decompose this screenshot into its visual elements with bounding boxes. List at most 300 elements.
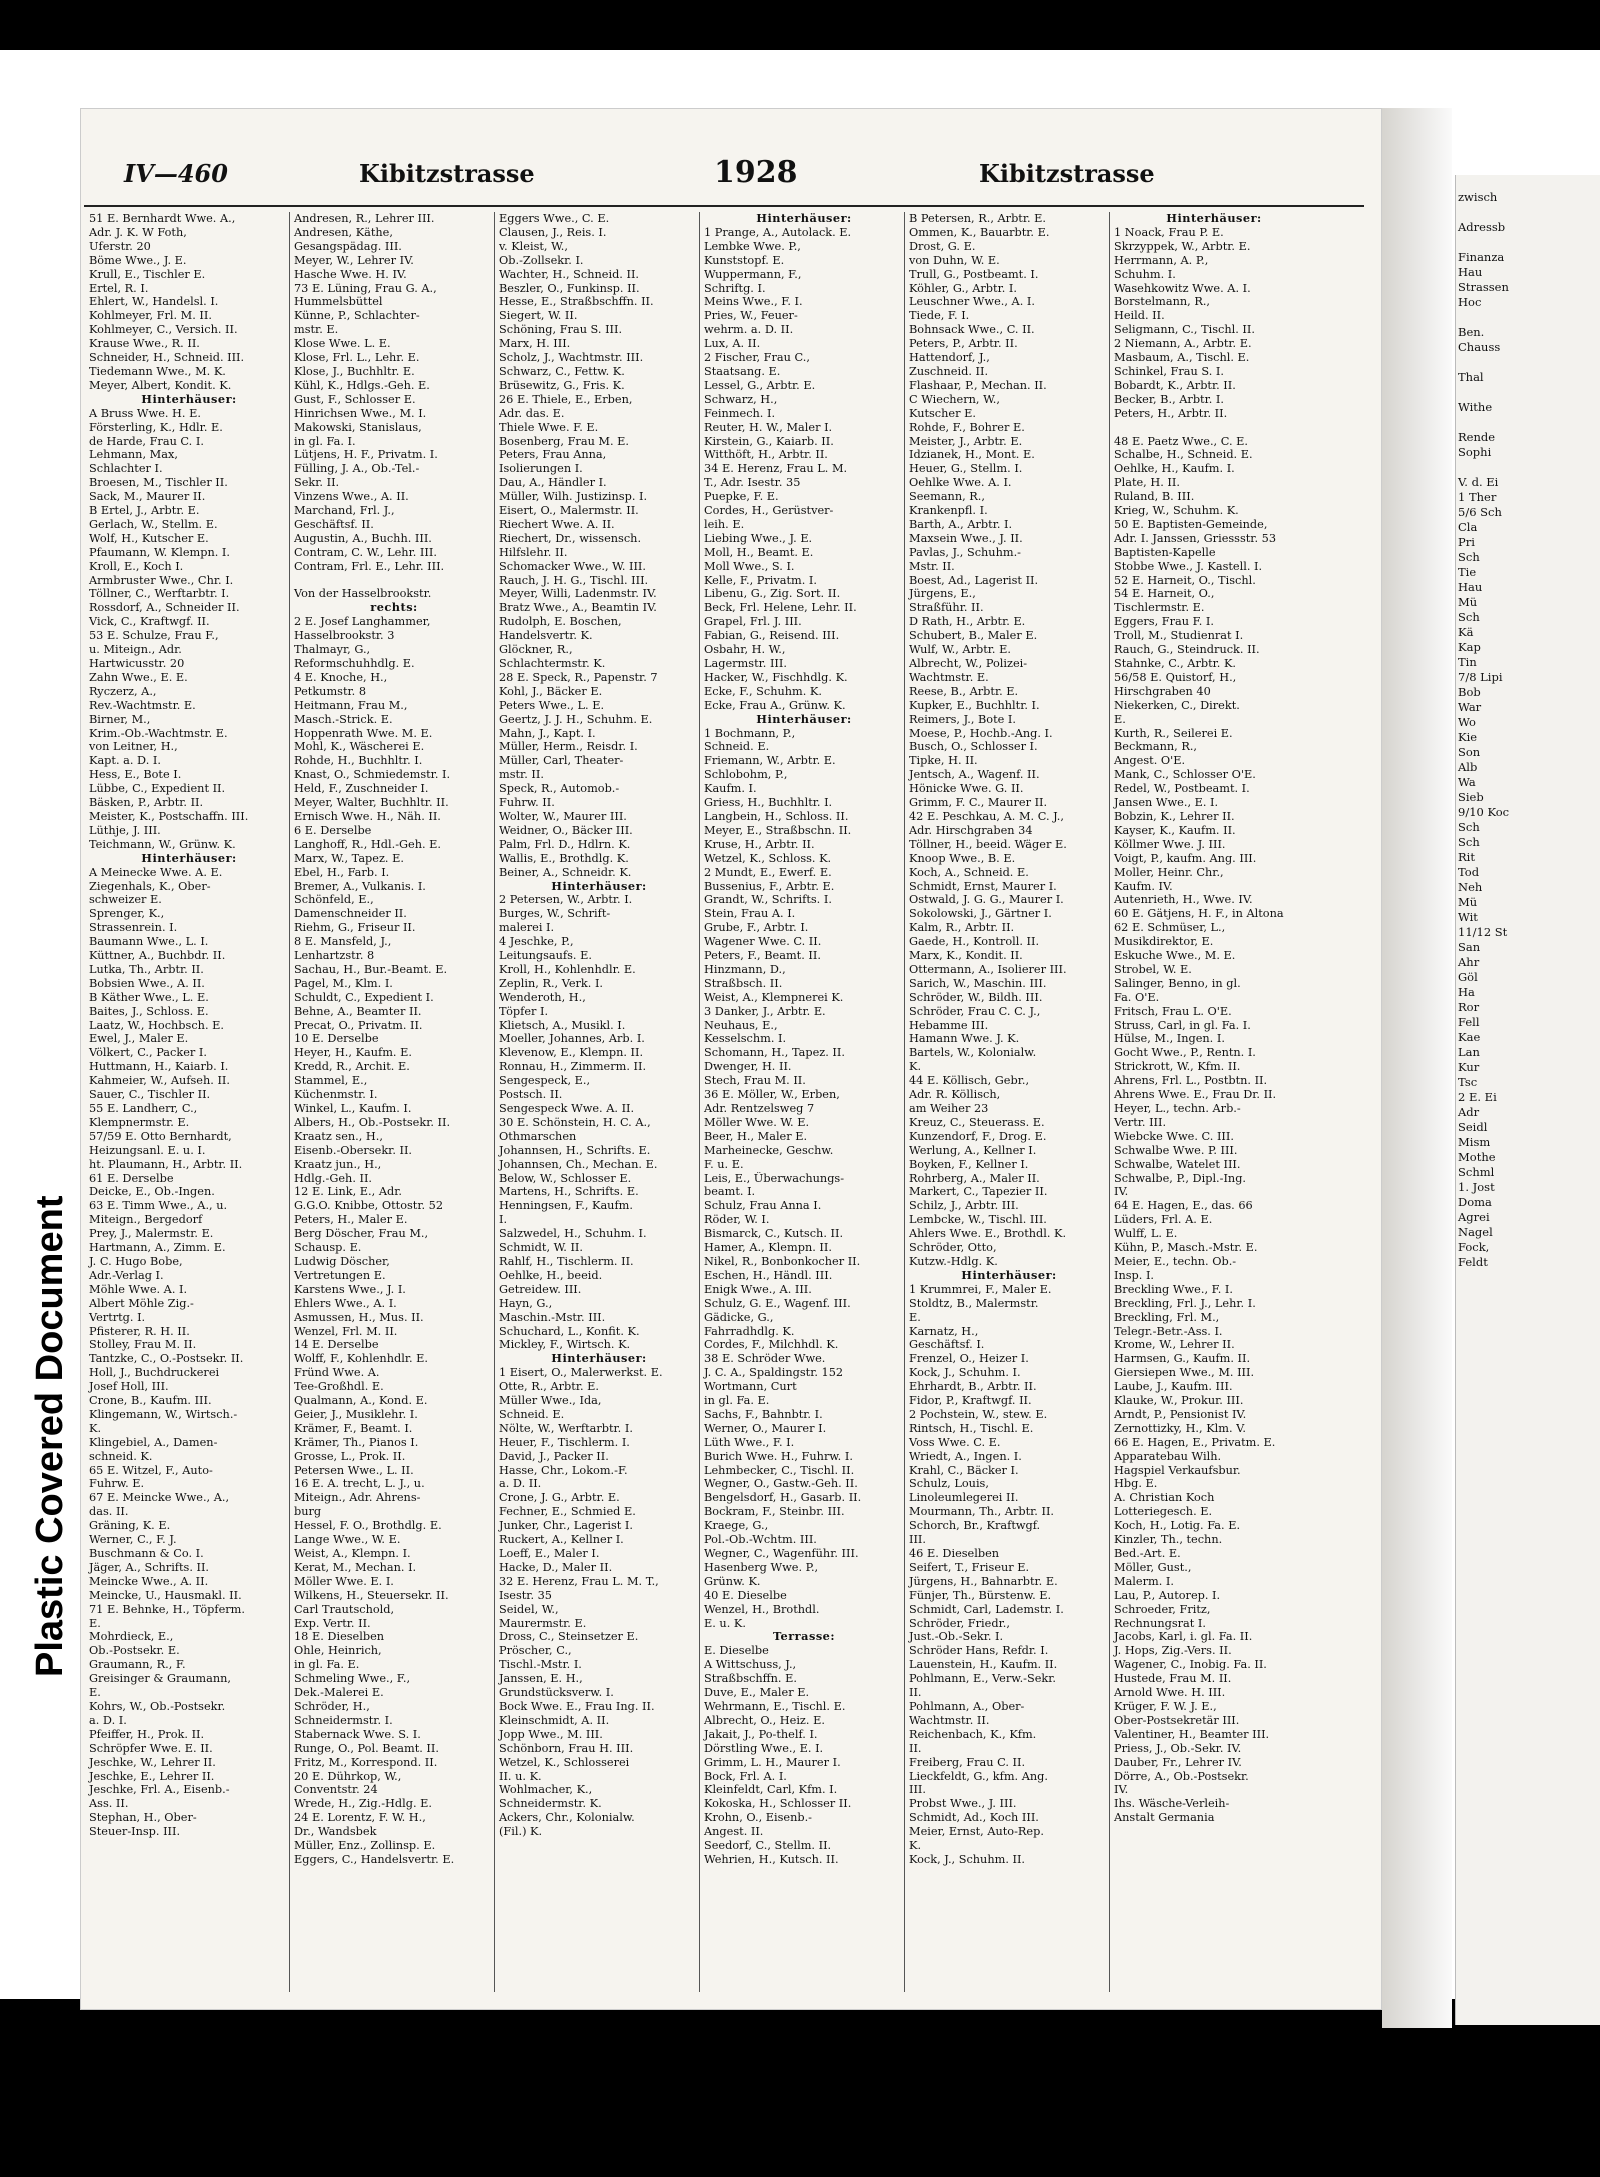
directory-entry: Fuhrw. II. <box>499 796 555 810</box>
directory-entry: A Wittschuss, J., <box>704 1658 797 1672</box>
facing-page-text: Withe <box>1458 400 1493 414</box>
directory-entry: Werner, O., Maurer I. <box>704 1421 827 1435</box>
directory-entry: Marheinecke, Geschw. <box>704 1143 834 1157</box>
directory-entry: Kirstein, G., Kaiarb. II. <box>704 434 834 448</box>
directory-entry: Griess, H., Buchhltr. I. <box>704 796 833 810</box>
directory-entry: Bratz Wwe., A., Beamtin IV. <box>499 601 657 615</box>
directory-entry: Gerlach, W., Stellm. E. <box>89 517 218 531</box>
directory-entry: Staatsang. E. <box>704 364 781 378</box>
directory-entry: Teichmann, W., Grünw. K. <box>89 837 236 851</box>
directory-entry: Hilfslehr. II. <box>499 545 568 559</box>
directory-entry: Nölte, W., Werftarbtr. I. <box>499 1421 633 1435</box>
directory-entry: Rohde, H., Buchhltr. I. <box>294 754 423 768</box>
directory-entry: Dauber, Fr., Lehrer IV. <box>1114 1755 1242 1769</box>
facing-page-text: Fell <box>1458 1015 1480 1029</box>
directory-entry: Klingemann, W., Wirtsch.- <box>89 1407 238 1421</box>
directory-entry: Schneidermstr. K. <box>499 1797 602 1811</box>
directory-entry: Schuchard, L., Konfit. K. <box>499 1324 640 1338</box>
directory-entry: A Bruss Wwe. H. E. <box>89 406 201 420</box>
directory-entry: Kokoska, H., Schlosser II. <box>704 1797 852 1811</box>
directory-entry: Hasche Wwe. H. IV. <box>294 267 407 281</box>
directory-entry: II. <box>909 1741 922 1755</box>
directory-entry: Riechert Wwe. A. II. <box>499 517 615 531</box>
directory-entry: Fritz, M., Korrespond. II. <box>294 1755 438 1769</box>
directory-entry: Klingebiel, A., Damen- <box>89 1435 218 1449</box>
directory-entry: a. D. II. <box>499 1477 542 1491</box>
directory-entry: 20 E. Dührkop, W., <box>294 1769 402 1783</box>
directory-entry: Lütjens, H. F., Privatm. I. <box>294 448 438 462</box>
directory-entry: Grandt, W., Schrifts. I. <box>704 893 832 907</box>
directory-entry: Tiedemann Wwe., M. K. <box>89 364 226 378</box>
directory-entry: Speck, R., Automob.- <box>499 782 620 796</box>
directory-entry: Contram, C. W., Lehr. III. <box>294 545 437 559</box>
directory-entry: Meyer, Willi, Ladenmstr. IV. <box>499 587 657 601</box>
directory-entry: Busch, O., Schlosser I. <box>909 740 1038 754</box>
directory-entry: 62 E. Schmüser, L., <box>1114 921 1226 935</box>
directory-entry: Crone, B., Kaufm. III. <box>89 1394 212 1408</box>
directory-entry: Andresen, R., Lehrer III. <box>294 212 435 225</box>
directory-entry: Leis, E., Überwachungs- <box>704 1171 845 1185</box>
directory-entry: Lange Wwe., W. E. <box>294 1533 401 1547</box>
facing-page-text: Schml <box>1458 1165 1495 1179</box>
directory-entry: Geschäftsf. I. <box>909 1338 985 1352</box>
directory-entry: Weist, A., Klempnerei K. <box>704 990 844 1004</box>
directory-entry: Arndt, P., Pensionist IV. <box>1114 1407 1247 1421</box>
directory-entry: Hattendorf, J., <box>909 351 990 365</box>
directory-entry: Weidner, O., Bäcker III. <box>499 823 633 837</box>
directory-entry: Straßführ. II. <box>909 601 984 615</box>
directory-entry: Köhler, G., Arbtr. I. <box>909 281 1017 295</box>
directory-entry: Boyken, F., Kellner I. <box>909 1157 1029 1171</box>
facing-page-text <box>1456 385 1600 400</box>
directory-entry: Pohlmann, A., Ober- <box>909 1699 1025 1713</box>
directory-entry: Priess, J., Ob.-Sekr. IV. <box>1114 1741 1242 1755</box>
directory-entry: Rohde, F., Bohrer E. <box>909 420 1025 434</box>
directory-entry: Grapel, Frl. J. III. <box>704 615 802 629</box>
directory-entry: Ass. II. <box>89 1797 129 1811</box>
directory-entry: Beck, Frl. Helene, Lehr. II. <box>704 601 857 615</box>
street-name-right: Kibitzstrasse <box>979 159 1155 188</box>
facing-page-text: Kä <box>1458 625 1474 639</box>
directory-entry: Kleinfeldt, Carl, Kfm. I. <box>704 1783 838 1797</box>
directory-entry: Gaede, H., Kontroll. II. <box>909 935 1040 949</box>
directory-entry: Voss Wwe. C. E. <box>909 1435 1001 1449</box>
directory-entry: malerei I. <box>499 921 555 935</box>
directory-entry: Hinzmann, D., <box>704 962 786 976</box>
directory-entry: Stobbe Wwe., J. Kastell. I. <box>1114 559 1263 573</box>
directory-entry: Johannsen, Ch., Mechan. E. <box>499 1157 658 1171</box>
directory-entry: Fahrradhdlg. K. <box>704 1324 795 1338</box>
directory-entry: Othmarschen <box>499 1129 577 1143</box>
directory-entry: Fründ Wwe. A. <box>294 1366 380 1380</box>
directory-entry: Riechert, Dr., wissensch. <box>499 531 642 545</box>
directory-entry: Isolierungen I. <box>499 462 583 476</box>
directory-column-4 <box>701 212 905 1992</box>
directory-entry: mstr. II. <box>499 768 544 782</box>
directory-entry: Klevenow, E., Klempn. II. <box>499 1046 644 1060</box>
directory-entry: Carl Trautschold, <box>294 1602 395 1616</box>
directory-entry: Beszler, O., Funkinsp. II. <box>499 281 640 295</box>
directory-entry: Kurth, R., Seilerei E. <box>1114 726 1233 740</box>
directory-entry: Ober-Postsekretär III. <box>1114 1713 1240 1727</box>
directory-entry: Otte, R., Arbtr. E. <box>499 1380 599 1394</box>
directory-entry: A. Christian Koch <box>1114 1491 1215 1505</box>
facing-page-text <box>1456 235 1600 250</box>
directory-entry: Schröder, H., <box>294 1699 370 1713</box>
directory-entry: Witthöft, H., Arbtr. II. <box>704 448 828 462</box>
directory-entry: Kohlmeyer, C., Versich. II. <box>89 323 238 337</box>
directory-entry: Ziegenhals, K., Ober- <box>89 879 211 893</box>
directory-entry: Seemann, R., <box>909 490 985 504</box>
directory-entry: Fuhrw. E. <box>89 1477 145 1491</box>
directory-entry: Jacobs, Karl, i. gl. Fa. II. <box>1114 1630 1253 1644</box>
directory-entry: Pohlmann, E., Verw.-Sekr. <box>909 1672 1056 1686</box>
directory-entry: Albert Möhle Zig.- <box>89 1296 194 1310</box>
directory-entry: Pfaumann, W. Klempn. I. <box>89 545 230 559</box>
directory-entry: Kutzw.-Hdlg. K. <box>909 1254 998 1268</box>
facing-page-text: Finanza <box>1458 250 1505 264</box>
directory-entry: Pfeiffer, H., Prok. II. <box>89 1727 205 1741</box>
directory-entry: Zeplin, R., Verk. I. <box>499 976 604 990</box>
facing-page-text: 2 E. Ei <box>1458 1090 1497 1104</box>
directory-entry: Meyer, Albert, Kondit. K. <box>89 378 232 392</box>
directory-entry: Niekerken, C., Direkt. <box>1114 698 1240 712</box>
directory-entry: Seligmann, C., Tischl. II. <box>1114 323 1255 337</box>
directory-entry: Hartwicusstr. 20 <box>89 657 185 670</box>
directory-entry: Siegert, W. II. <box>499 309 578 323</box>
directory-entry: Valentiner, H., Beamter III. <box>1114 1727 1270 1741</box>
directory-entry: A Meinecke Wwe. A. E. <box>89 865 223 879</box>
directory-entry: Wenderoth, H., <box>499 990 586 1004</box>
directory-entry: 10 E. Derselbe <box>294 1032 379 1046</box>
directory-column-2 <box>291 212 495 1992</box>
directory-entry: Marx, H. III. <box>499 337 571 351</box>
directory-entry: Breckling Wwe., F. I. <box>1114 1282 1233 1296</box>
directory-entry: Huttmann, H., Kaiarb. I. <box>89 1060 229 1074</box>
directory-entry: Reuter, H. W., Maler I. <box>704 420 833 434</box>
directory-entry: Fechner, E., Schmied E. <box>499 1505 636 1519</box>
directory-entry: Mourmann, Th., Arbtr. II. <box>909 1505 1054 1519</box>
directory-entry: Pagel, M., Klm. I. <box>294 976 393 990</box>
directory-entry: Grosse, L., Prok. II. <box>294 1449 406 1463</box>
directory-entry: Klempnermstr. E. <box>89 1115 190 1129</box>
directory-entry: Küchenmstr. I. <box>294 1088 378 1102</box>
directory-entry: Just.-Ob.-Sekr. I. <box>909 1630 1004 1644</box>
facing-page-text: Mothe <box>1458 1150 1496 1164</box>
facing-page-text: 1. Jost <box>1458 1180 1495 1194</box>
directory-entry: Probst Wwe., J. III. <box>909 1797 1017 1811</box>
directory-entry: IV. <box>1114 1185 1129 1199</box>
directory-entry: Reimers, J., Bote I. <box>909 712 1016 726</box>
directory-entry: Getreidew. III. <box>499 1282 582 1296</box>
directory-entry: Schwarz, C., Fettw. K. <box>499 364 625 378</box>
directory-entry: Prey, J., Malermstr. E. <box>89 1227 214 1241</box>
directory-entry: Werlung, A., Kellner I. <box>909 1143 1037 1157</box>
directory-entry: 65 E. Witzel, F., Auto- <box>89 1463 213 1477</box>
directory-entry: Cordes, H., Gerüstver- <box>704 504 834 518</box>
directory-entry: Hummelsbüttel <box>294 295 383 309</box>
directory-entry: Schomann, H., Tapez. II. <box>704 1046 845 1060</box>
facing-page-text: Ben. <box>1458 325 1485 339</box>
section-heading: Hinterhäuser: <box>1166 212 1262 225</box>
directory-entry: Ehlers Wwe., A. I. <box>294 1296 397 1310</box>
directory-entry: Gädicke, G., <box>704 1310 774 1324</box>
directory-entry: C Wiechern, W., <box>909 392 1000 406</box>
directory-entry: Grimm, L. H., Maurer I. <box>704 1755 841 1769</box>
directory-entry: Kaufm. I. <box>704 782 757 796</box>
directory-entry: Sprenger, K., <box>89 907 165 921</box>
directory-entry: Schilz, J., Arbtr. III. <box>909 1199 1019 1213</box>
directory-entry: Pfisterer, R. H. II. <box>89 1324 190 1338</box>
directory-entry: Wachtmstr. E. <box>909 670 989 684</box>
page-header <box>84 155 1374 197</box>
directory-entry: Ecke, Frau A., Grünw. K. <box>704 698 846 712</box>
directory-entry: Hinrichsen Wwe., M. I. <box>294 406 427 420</box>
section-heading: Terrasse: <box>772 1630 836 1644</box>
directory-entry: Künne, P., Schlachter- <box>294 309 420 323</box>
facing-page-text: Tsc <box>1458 1075 1478 1089</box>
facing-page-text: Sch <box>1458 610 1480 624</box>
facing-page-text: Adressb <box>1458 220 1506 234</box>
facing-page-fragment <box>1455 175 1600 2025</box>
directory-entry: 51 E. Bernhardt Wwe. A., <box>89 212 236 225</box>
directory-entry: Lehmann, Max, <box>89 448 178 462</box>
directory-entry: Palm, Frl. D., Hdlrn. K. <box>499 837 631 851</box>
directory-entry: Zahn Wwe., E. E. <box>89 670 188 684</box>
directory-entry: Frenzel, O., Heizer I. <box>909 1352 1029 1366</box>
directory-entry: Kelle, F., Privatm. I. <box>704 573 817 587</box>
directory-entry: Boest, Ad., Lagerist II. <box>909 573 1039 587</box>
directory-entry: Osbahr, H. W., <box>704 643 786 657</box>
directory-entry: burg <box>294 1505 322 1519</box>
directory-entry: Zuschneid. II. <box>909 364 989 378</box>
directory-entry: Oehlke, H., beeid. <box>499 1268 603 1282</box>
directory-entry: Lüth Wwe., F. I. <box>704 1435 795 1449</box>
directory-entry: Krämer, Th., Pianos I. <box>294 1435 419 1449</box>
directory-entry: Heyer, L., techn. Arb.- <box>1114 1102 1241 1115</box>
facing-page-text: Pri <box>1458 535 1475 549</box>
directory-entry: Schmidt, Ad., Koch III. <box>909 1811 1039 1825</box>
facing-page-text: Bob <box>1458 685 1481 699</box>
directory-entry: (Fil.) K. <box>499 1825 543 1839</box>
directory-entry: Rudolph, E. Boschen, <box>499 615 622 629</box>
directory-entry: G.G.O. Knibbe, Ottostr. 52 <box>294 1199 444 1213</box>
directory-entry: Von der Hasselbrookstr. <box>294 587 432 601</box>
directory-entry: Malerm. I. <box>1114 1574 1174 1588</box>
directory-entry: Knast, O., Schmiedemstr. I. <box>294 768 451 782</box>
directory-entry: 26 E. Thiele, E., Erben, <box>499 392 633 406</box>
directory-entry: Hamer, A., Klempn. II. <box>704 1241 832 1255</box>
facing-page-text: 9/10 Koc <box>1458 805 1510 819</box>
directory-entry: 1 Prange, A., Autolack. E. <box>704 225 852 239</box>
directory-entry: 4 E. Knoche, H., <box>294 670 388 684</box>
directory-entry: Straßbschffn. E. <box>704 1672 797 1686</box>
directory-entry: Weist, A., Klempn. I. <box>294 1547 411 1560</box>
directory-entry: Adr.-Verlag I. <box>89 1268 164 1282</box>
directory-entry: 1 Eisert, O., Malerwerkst. E. <box>499 1366 663 1380</box>
directory-entry: Cordes, F., Milchhdl. K. <box>704 1338 839 1352</box>
facing-page-text: Ha <box>1458 985 1475 999</box>
directory-entry: Ahrens, Frl. L., Postbtn. II. <box>1114 1074 1268 1088</box>
section-heading: rechts: <box>370 601 418 615</box>
directory-entry: Ernisch Wwe. H., Näh. II. <box>294 809 441 823</box>
directory-entry: Ob.-Postsekr. E. <box>89 1644 180 1658</box>
directory-entry: E. <box>89 1616 101 1630</box>
directory-entry: Peters, F., Beamt. II. <box>704 949 821 963</box>
directory-entry: Feinmech. I. <box>704 406 776 420</box>
directory-entry: Moller, Heinr. Chr., <box>1114 865 1224 879</box>
directory-entry: Köllmer Wwe. J. III. <box>1114 837 1226 851</box>
directory-entry: Ommen, K., Bauarbtr. E. <box>909 225 1050 239</box>
directory-entry: Idzianek, H., Mont. E. <box>909 448 1035 462</box>
directory-entry: Fidor, P., Kraftwgf. II. <box>909 1394 1032 1408</box>
directory-entry: Linoleumlegerei II. <box>909 1491 1019 1505</box>
facing-page-text: Ahr <box>1458 955 1480 969</box>
directory-entry: Miteign., Bergedorf <box>89 1213 203 1227</box>
directory-entry: Kroll, H., Kohlenhdlr. E. <box>499 962 636 976</box>
directory-entry: Klauke, W., Prokur. III. <box>1114 1394 1244 1408</box>
directory-entry: Baptisten-Kapelle <box>1114 545 1216 559</box>
directory-entry: Hayn, G., <box>499 1296 553 1310</box>
facing-page-text: Tin <box>1458 655 1477 669</box>
directory-entry: Peters, H., Maler E. <box>294 1213 408 1227</box>
facing-page-text <box>1456 205 1600 220</box>
directory-entry: Wulf, W., Arbtr. E. <box>909 643 1011 657</box>
facing-page-text: Doma <box>1458 1195 1492 1209</box>
directory-entry: Hacke, D., Maler II. <box>499 1560 613 1574</box>
directory-entry: Gesangspädag. III. <box>294 239 402 253</box>
facing-page-text: Cla <box>1458 520 1478 534</box>
facing-page-text: Alb <box>1458 760 1478 774</box>
directory-entry: Schneider, H., Schneid. III. <box>89 351 245 365</box>
directory-entry: Hbg. E. <box>1114 1477 1158 1491</box>
directory-entry: II. u. K. <box>499 1769 542 1783</box>
directory-entry: Schorch, Br., Kraftwgf. <box>909 1519 1041 1533</box>
directory-entry: Bock, Frl. A. I. <box>704 1769 787 1783</box>
directory-entry: Wegner, O., Gastw.-Geh. II. <box>704 1477 858 1491</box>
directory-entry: Petersen Wwe., L. II. <box>294 1463 414 1477</box>
directory-entry: Steuer-Insp. III. <box>89 1825 181 1839</box>
directory-entry: Sekr. II. <box>294 476 340 490</box>
directory-entry: Hasse, Chr., Lokom.-F. <box>499 1463 628 1477</box>
directory-entry: 1 Krummrei, F., Maler E. <box>909 1282 1052 1296</box>
directory-entry: Kraege, G., <box>704 1519 769 1533</box>
directory-entry: Jakait, J., Po-thelf. I. <box>704 1727 818 1741</box>
directory-entry: Schalbe, H., Schneid. E. <box>1114 448 1253 462</box>
directory-entry: Bohnsack Wwe., C. II. <box>909 323 1035 337</box>
facing-page-text: Rit <box>1458 850 1475 864</box>
directory-entry: Tiede, F. I. <box>909 309 970 323</box>
directory-entry: K. <box>909 1060 922 1074</box>
directory-entry: Hartmann, A., Zimm. E. <box>89 1241 226 1255</box>
directory-entry: Pol.-Ob.-Wchtm. III. <box>704 1533 817 1547</box>
directory-entry: Krahl, C., Bäcker I. <box>909 1463 1019 1477</box>
directory-entry: Baumann Wwe., L. I. <box>89 935 209 949</box>
directory-entry: Böme Wwe., J. E. <box>89 253 187 267</box>
directory-entry: Miteign., Adr. Ahrens- <box>294 1491 421 1505</box>
directory-column-3 <box>496 212 700 1992</box>
directory-entry: J. C. Hugo Bobe, <box>89 1254 183 1268</box>
directory-entry: 14 E. Derselbe <box>294 1338 379 1352</box>
directory-entry: Lessel, G., Arbtr. E. <box>704 378 816 392</box>
facing-page-text: Hau <box>1458 580 1483 594</box>
section-heading: Hinterhäuser: <box>961 1268 1057 1282</box>
directory-entry: Bussenius, F., Arbtr. E. <box>704 879 835 893</box>
directory-entry: Telegr.-Betr.-Ass. I. <box>1114 1324 1223 1338</box>
directory-entry: Wilkens, H., Steuersekr. II. <box>294 1588 449 1602</box>
directory-entry: 63 E. Timm Wwe., A., u. <box>89 1199 228 1213</box>
facing-page-text: Chauss <box>1458 340 1501 354</box>
directory-entry: Hagspiel Verkaufsbur. <box>1114 1463 1241 1477</box>
directory-entry: Tee-Großhdl. E. <box>294 1380 384 1394</box>
directory-entry: Kleinschmidt, A. II. <box>499 1713 610 1727</box>
directory-entry: Kahmeier, W., Aufseh. II. <box>89 1074 230 1088</box>
directory-entry: 66 E. Hagen, E., Privatm. E. <box>1114 1435 1276 1449</box>
directory-entry: Vertr. III. <box>1114 1115 1167 1129</box>
directory-entry: Buschmann & Co. I. <box>89 1547 204 1560</box>
directory-entry: Klose, J., Buchhltr. E. <box>294 364 415 378</box>
directory-entry: Ohle, Heinrich, <box>294 1644 382 1658</box>
directory-entry: Müller, Herm., Reisdr. I. <box>499 740 638 754</box>
directory-entry: Ertel, R. I. <box>89 281 149 295</box>
directory-entry: Peters, H., Arbtr. II. <box>1114 406 1228 420</box>
directory-entry: Meister, J., Arbtr. E. <box>909 434 1023 448</box>
directory-entry: Schlachtermstr. K. <box>499 657 606 670</box>
directory-entry: Bosenberg, Frau M. E. <box>499 434 630 448</box>
facing-page-text: Mü <box>1458 895 1478 909</box>
directory-entry: Straßbsch. II. <box>704 976 783 990</box>
directory-entry: Kaufm. IV. <box>1114 879 1173 893</box>
directory-entry: Wenzel, H., Brothdl. <box>704 1602 820 1616</box>
directory-entry: Vertrtg. I. <box>89 1310 146 1324</box>
directory-entry: Wetzel, K., Schlosserei <box>499 1755 630 1769</box>
directory-entry: T., Adr. Isestr. 35 <box>704 476 801 490</box>
directory-entry: Schwarz, H., <box>704 392 778 406</box>
directory-entry: Wuppermann, F., <box>704 267 802 281</box>
directory-entry: v. Kleist, W., <box>499 239 568 253</box>
directory-entry: Schönfeld, E., <box>294 893 374 907</box>
directory-entry: Krankenpfl. I. <box>909 504 988 518</box>
directory-entry: 60 E. Gätjens, H. F., in Altona <box>1114 907 1284 921</box>
directory-entry: 2 Petersen, W., Arbtr. I. <box>499 893 633 907</box>
directory-entry: Karnatz, H., <box>909 1324 979 1338</box>
directory-entry: Müller, Carl, Theater- <box>499 754 624 768</box>
directory-entry: Jansen Wwe., E. I. <box>1114 796 1219 810</box>
directory-entry: Müller, Wilh. Justizinsp. I. <box>499 490 648 504</box>
directory-entry: Isestr. 35 <box>499 1588 552 1602</box>
directory-entry: Kayser, K., Kaufm. II. <box>1114 823 1236 837</box>
directory-entry: Graumann, R., F. <box>89 1658 186 1672</box>
directory-entry: Libenu, G., Zig. Sort. II. <box>704 587 841 601</box>
facing-page-text: Kur <box>1458 1060 1480 1074</box>
directory-entry: Behne, A., Beamter II. <box>294 1004 422 1018</box>
directory-entry: Wagener Wwe. C. II. <box>704 935 822 949</box>
directory-entry: Kohlmeyer, Frl. M. II. <box>89 309 212 323</box>
directory-entry: Lüthje, J. III. <box>89 823 161 837</box>
directory-entry: Schneidermstr. I. <box>294 1713 393 1727</box>
directory-entry: Riehm, G., Friseur II. <box>294 921 416 935</box>
directory-entry: Töpfer I. <box>499 1004 549 1018</box>
directory-entry: 46 E. Dieselben <box>909 1547 1000 1560</box>
directory-entry: Kutscher E. <box>909 406 976 420</box>
directory-entry: 61 E. Derselbe <box>89 1171 174 1185</box>
directory-entry: Lenhartzstr. 8 <box>294 949 375 963</box>
directory-entry: E. <box>1114 712 1126 726</box>
directory-entry: Deicke, E., Ob.-Ingen. <box>89 1185 215 1199</box>
directory-entry: Augustin, A., Buchh. III. <box>294 531 432 545</box>
facing-page-text: Tie <box>1458 565 1477 579</box>
facing-page-text: Rende <box>1458 430 1496 444</box>
